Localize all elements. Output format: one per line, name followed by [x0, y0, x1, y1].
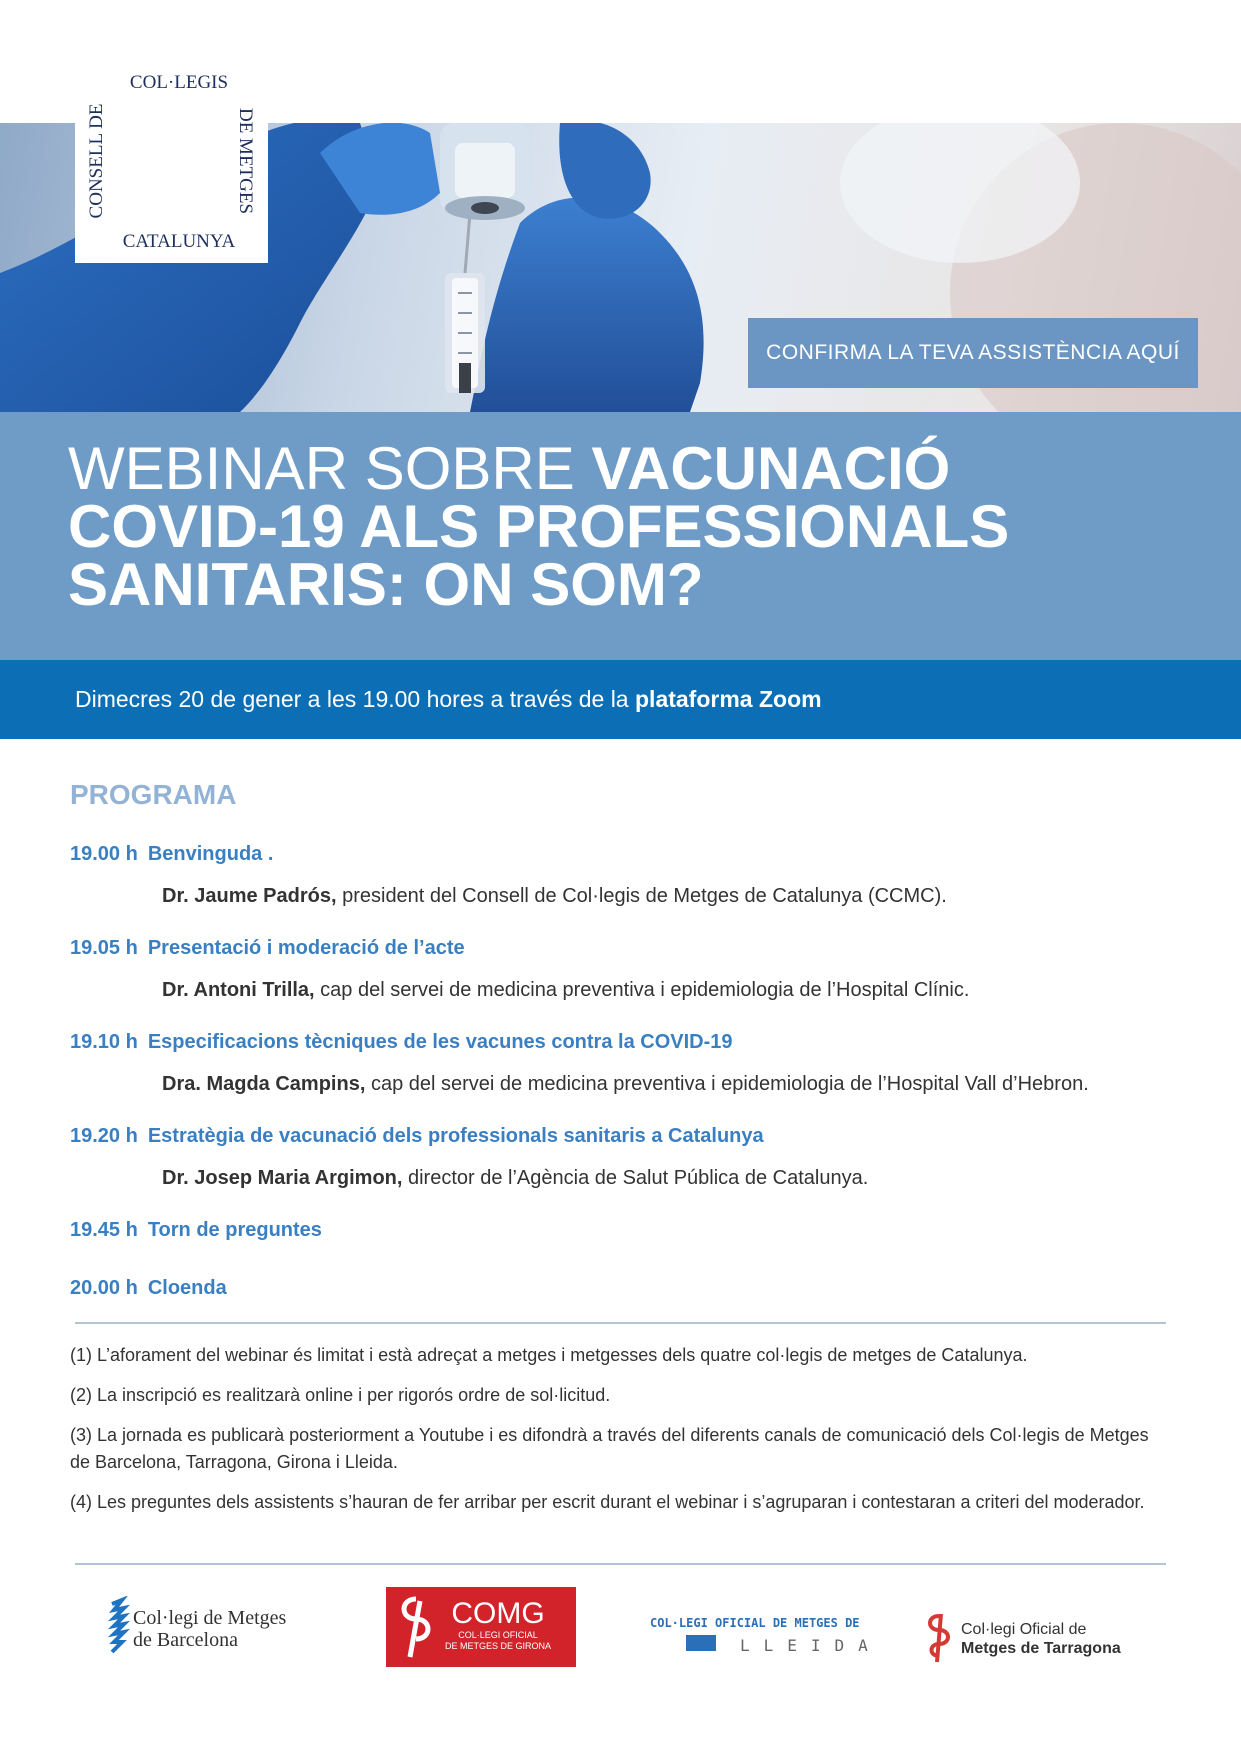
program-label: Estratègia de vacunació dels professionals sanitaris a Catalunya — [147, 1125, 764, 1147]
footnote: (2) La inscripció es realitzarà online i per rigorós ordre de sol·licitud. — [70, 1385, 611, 1405]
program-time: 19.00 h — [70, 843, 138, 865]
program-item — [70, 1277, 227, 1300]
svg-text:Metges de Tarragona: Metges de Tarragona — [961, 1640, 1121, 1657]
program-label: Torn de preguntes — [147, 1219, 322, 1241]
program-time: 19.10 h — [70, 1031, 138, 1053]
speaker-name: Dr. Antoni Trilla, — [162, 979, 315, 1001]
speaker-role: president del Consell de Col·legis de Metges de Catalunya (CCMC). — [336, 885, 947, 907]
program-speaker — [162, 1073, 1089, 1096]
svg-text:COL·LEGI OFICIAL DE METGES DE: COL·LEGI OFICIAL DE METGES DE — [650, 1616, 860, 1630]
footnote: (3) La jornada es publicarà posteriorment a Youtube i es difondrà a través del diferents canals de comunicació dels Col·legis de Metges de Barcelona, Tarragona, Girona i Lleida. — [70, 1425, 1149, 1472]
speaker-name: Dr. Jaume Padrós, — [162, 885, 337, 907]
date-band — [0, 660, 1241, 739]
svg-text:DE METGES DE GIRONA: DE METGES DE GIRONA — [444, 1641, 552, 1651]
svg-text:DE METGES: DE METGES — [235, 107, 256, 215]
event-platform: plataforma Zoom — [635, 686, 822, 712]
event-date-text: Dimecres 20 de gener a les 19.00 hores a través de la — [75, 686, 635, 712]
program-heading: PROGRAMA — [70, 779, 237, 810]
speaker-role: cap del servei de medicina preventiva i epidemiologia de l’Hospital Vall d’Hebron. — [365, 1073, 1089, 1095]
svg-text:COMG: COMG — [451, 1597, 545, 1630]
svg-text:COL·LEGIS: COL·LEGIS — [129, 72, 229, 93]
speaker-role: cap del servei de medicina preventiva i epidemiologia de l’Hospital Clínic. — [314, 979, 970, 1001]
page-title — [68, 435, 1168, 618]
svg-text:COL·LEGI OFICIAL: COL·LEGI OFICIAL — [458, 1630, 538, 1640]
program-speaker — [162, 979, 969, 1002]
title-light: WEBINAR SOBRE — [68, 435, 592, 502]
program-item — [70, 843, 273, 866]
divider — [75, 1563, 1166, 1565]
title-bold: VACUNACIÓ COVID-19 ALS PROFESSIONALS SANITARIS: ON SOM? — [68, 435, 1010, 618]
speaker-name: Dr. Josep Maria Argimon, — [162, 1167, 403, 1189]
barcelona-logo-mark — [100, 1596, 310, 1666]
speaker-role: director de l’Agència de Salut Pública de Catalunya. — [402, 1167, 869, 1189]
program-label: Cloenda — [147, 1277, 227, 1299]
event-date — [75, 686, 822, 713]
logo-tarragona — [925, 1610, 1155, 1666]
program-speaker — [162, 885, 947, 908]
ccmc-logo — [75, 58, 268, 263]
program-time: 19.05 h — [70, 937, 138, 959]
program-item — [70, 937, 465, 960]
svg-text:LLEIDA: LLEIDA — [740, 1636, 870, 1655]
logo-girona — [386, 1587, 576, 1667]
confirm-attendance-button[interactable]: CONFIRMA LA TEVA ASSISTÈNCIA AQUÍ — [748, 318, 1198, 388]
program-item — [70, 1125, 764, 1148]
program-time: 20.00 h — [70, 1277, 138, 1299]
program-speaker — [162, 1167, 868, 1190]
logo-lleida — [650, 1613, 870, 1663]
footnote: (1) L’aforament del webinar és limitat i està adreçat a metges i metgesses dels quatre col·legis de metges de Catalunya. — [70, 1345, 1028, 1365]
speaker-name: Dra. Magda Campins, — [162, 1073, 366, 1095]
program-label: Especificacions tècniques de les vacunes contra la COVID-19 — [147, 1031, 733, 1053]
lleida-logo-mark — [650, 1613, 870, 1663]
program-label: Benvinguda . — [147, 843, 274, 865]
divider — [75, 1322, 1166, 1324]
program-time: 19.45 h — [70, 1219, 138, 1241]
logo-barcelona — [100, 1596, 310, 1666]
program-item — [70, 1031, 733, 1054]
footnote: (4) Les preguntes dels assistents s’hauran de fer arribar per escrit durant el webinar i s’agruparan i contestaran a criteri del moderador. — [70, 1492, 1145, 1512]
svg-text:CONSELL DE: CONSELL DE — [86, 103, 107, 219]
svg-text:Col·legi Oficial de: Col·legi Oficial de — [961, 1621, 1087, 1638]
svg-text:CATALUNYA: CATALUNYA — [122, 231, 236, 252]
girona-logo-mark — [386, 1587, 576, 1667]
program-label: Presentació i moderació de l’acte — [147, 937, 465, 959]
program-item — [70, 1219, 322, 1242]
svg-text:de Barcelona: de Barcelona — [133, 1629, 238, 1651]
ccmc-logo-mark — [75, 58, 268, 263]
svg-text:Col·legi de Metges: Col·legi de Metges — [133, 1607, 287, 1629]
program-time: 19.20 h — [70, 1125, 138, 1147]
tarragona-logo-mark — [925, 1610, 1155, 1666]
